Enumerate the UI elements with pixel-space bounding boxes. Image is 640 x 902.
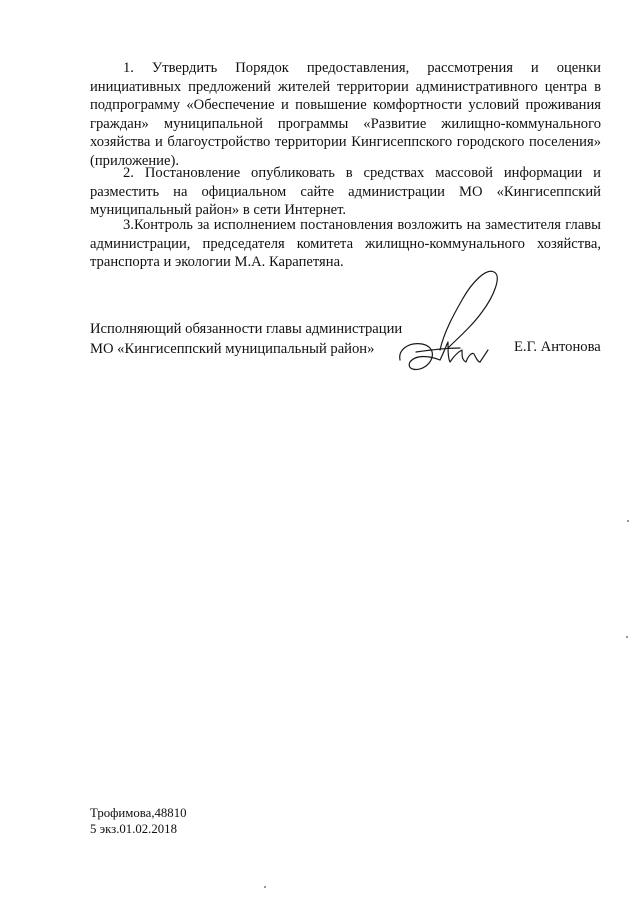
signatory-title-line-1: Исполняющий обязанности главы администрации bbox=[90, 321, 403, 337]
signatory-name: Е.Г. Антонова bbox=[514, 339, 601, 355]
paragraph-publish: 2. Постановление опубликовать в средствах массовой информации и разместить на официальном сайте администрации МО «Кингисеппский муниципальный район» в сети Интернет. bbox=[90, 165, 601, 218]
signatory-title-line-2: МО «Кингисеппский муниципальный район» bbox=[90, 340, 375, 357]
scan-speck bbox=[264, 886, 266, 888]
executor-name-phone: Трофимова,48810 bbox=[90, 806, 187, 820]
copies-date: 5 экз.01.02.2018 bbox=[90, 821, 177, 836]
paragraph-control: 3.Контроль за исполнением постановления возложить на заместителя главы администрации, председателя комитета жилищно-коммунального хозяйства, транспорта и экологии М.А. Карапетяна. bbox=[90, 217, 601, 270]
handwritten-signature bbox=[396, 262, 536, 378]
scan-speck bbox=[627, 520, 629, 522]
paragraph-approve-procedure: 1. Утвердить Порядок предоставления, рассмотрения и оценки инициативных предложений жителей территории административного центра в подпрограмму «Обеспечение и повышение комфортности условий проживания граждан» муниципальной программы «Развитие жилищно-коммунального хозяйства и благоустройство территории Кингисеппского городского поселения» (приложение). bbox=[90, 60, 601, 169]
signatory-title bbox=[90, 320, 402, 359]
executor-footer bbox=[90, 806, 187, 837]
scan-speck bbox=[626, 636, 628, 638]
